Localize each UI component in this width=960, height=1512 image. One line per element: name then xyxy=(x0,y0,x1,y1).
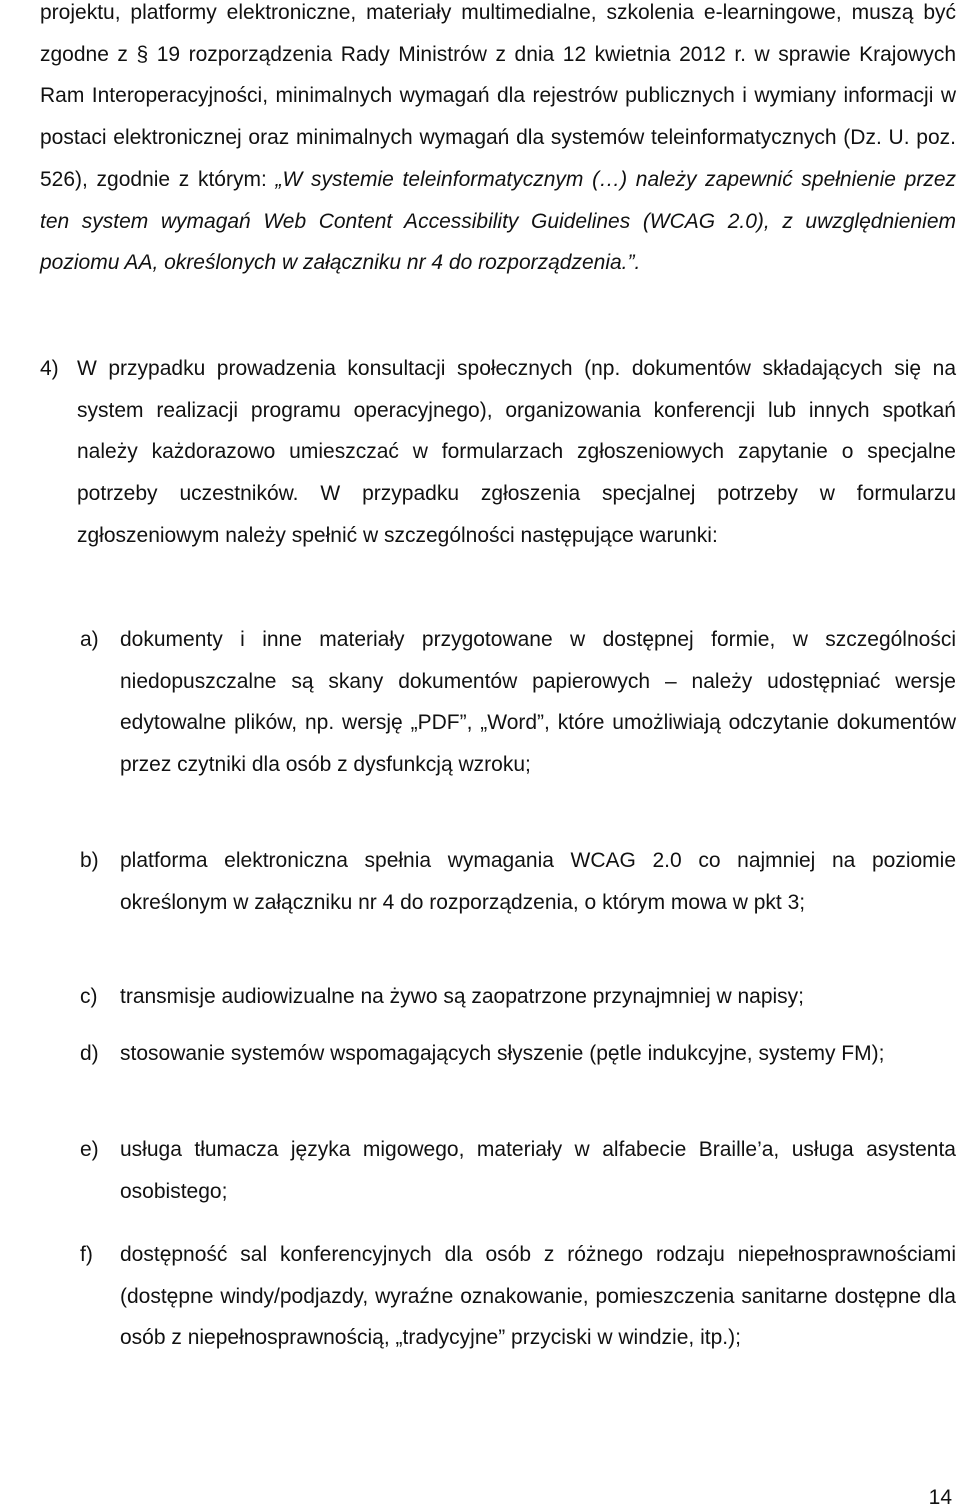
point-4-text: W przypadku prowadzenia konsultacji społecznych (np. dokumentów składających się na system realizacji programu operacyjnego), organizowania konferencji lub innych spotkań należy każdorazowo umieszczać w formularzach zgłoszeniowych zapytanie o specjalne potrzeby uczestników. W przypadku zgłoszenia specjalnej potrzeby w formularzu zgłoszeniowym należy spełnić w szczególności następujące warunki: xyxy=(77,357,956,547)
list-item xyxy=(80,976,956,1018)
list-item-text: stosowanie systemów wspomagających słyszenie (pętle indukcyjne, systemy FM); xyxy=(120,1042,885,1065)
list-marker: a) xyxy=(80,628,99,651)
list-marker: f) xyxy=(80,1243,93,1266)
intro-paragraph xyxy=(40,0,956,284)
list-item xyxy=(80,840,956,923)
list-item-text: dokumenty i inne materiały przygotowane w dostępnej formie, w szczególności niedopuszczalne są skany dokumentów papierowych – należy udostępniać wersje edytowalne plików, np. wersję „PDF”, „Word”, które umożliwiają odczytanie dokumentów przez czytniki dla osób z dysfunkcją wzroku; xyxy=(120,628,956,777)
list-item-text: platforma elektroniczna spełnia wymagania WCAG 2.0 co najmniej na poziomie określonym w załączniku nr 4 do rozporządzenia, o którym mowa w pkt 3; xyxy=(120,849,956,914)
list-item-text: transmisje audiowizualne na żywo są zaopatrzone przynajmniej w napisy; xyxy=(120,985,805,1008)
list-marker: e) xyxy=(80,1138,99,1161)
intro-quote: „W systemie teleinformatycznym (…) należy zapewnić spełnienie przez ten system wymagań Web Content Accessibility Guidelines (WCAG 2.0), z uwzględnieniem poziomu AA, określonych w załączniku nr 4 do rozporządzenia.”. xyxy=(40,167,956,275)
page-number: 14 xyxy=(928,1486,952,1509)
point-4-paragraph xyxy=(40,348,956,557)
list-item xyxy=(80,619,956,786)
list-marker: d) xyxy=(80,1042,99,1065)
intro-text: projektu, platformy elektroniczne, materiały multimedialne, szkolenia e-learningowe, muszą być zgodne z § 19 rozporządzenia Rady Ministrów z dnia 12 kwietnia 2012 r. w sprawie Krajowych Ram Interoperacyjności, minimalnych wymagań dla rejestrów publicznych i wymiany informacji w postaci elektronicznej oraz minimalnych wymagań dla systemów teleinformatycznych (Dz. U. poz. 526), zgodnie z którym: xyxy=(40,1,956,191)
list-item xyxy=(80,1129,956,1212)
list-item-text: usługa tłumacza języka migowego, materiały w alfabecie Braille’a, usługa asystenta osobistego; xyxy=(120,1138,956,1203)
point-4-number: 4) xyxy=(40,357,59,380)
list-item xyxy=(80,1033,956,1075)
list-item xyxy=(80,1234,956,1359)
list-marker: c) xyxy=(80,985,98,1008)
list-item-text: dostępność sal konferencyjnych dla osób z różnego rodzaju niepełnosprawnościami (dostępne windy/podjazdy, wyraźne oznakowanie, pomieszczenia sanitarne dostępne dla osób z niepełnosprawnością, „tradycyjne” przyciski w windzie, itp.); xyxy=(120,1243,956,1350)
list-marker: b) xyxy=(80,849,99,872)
